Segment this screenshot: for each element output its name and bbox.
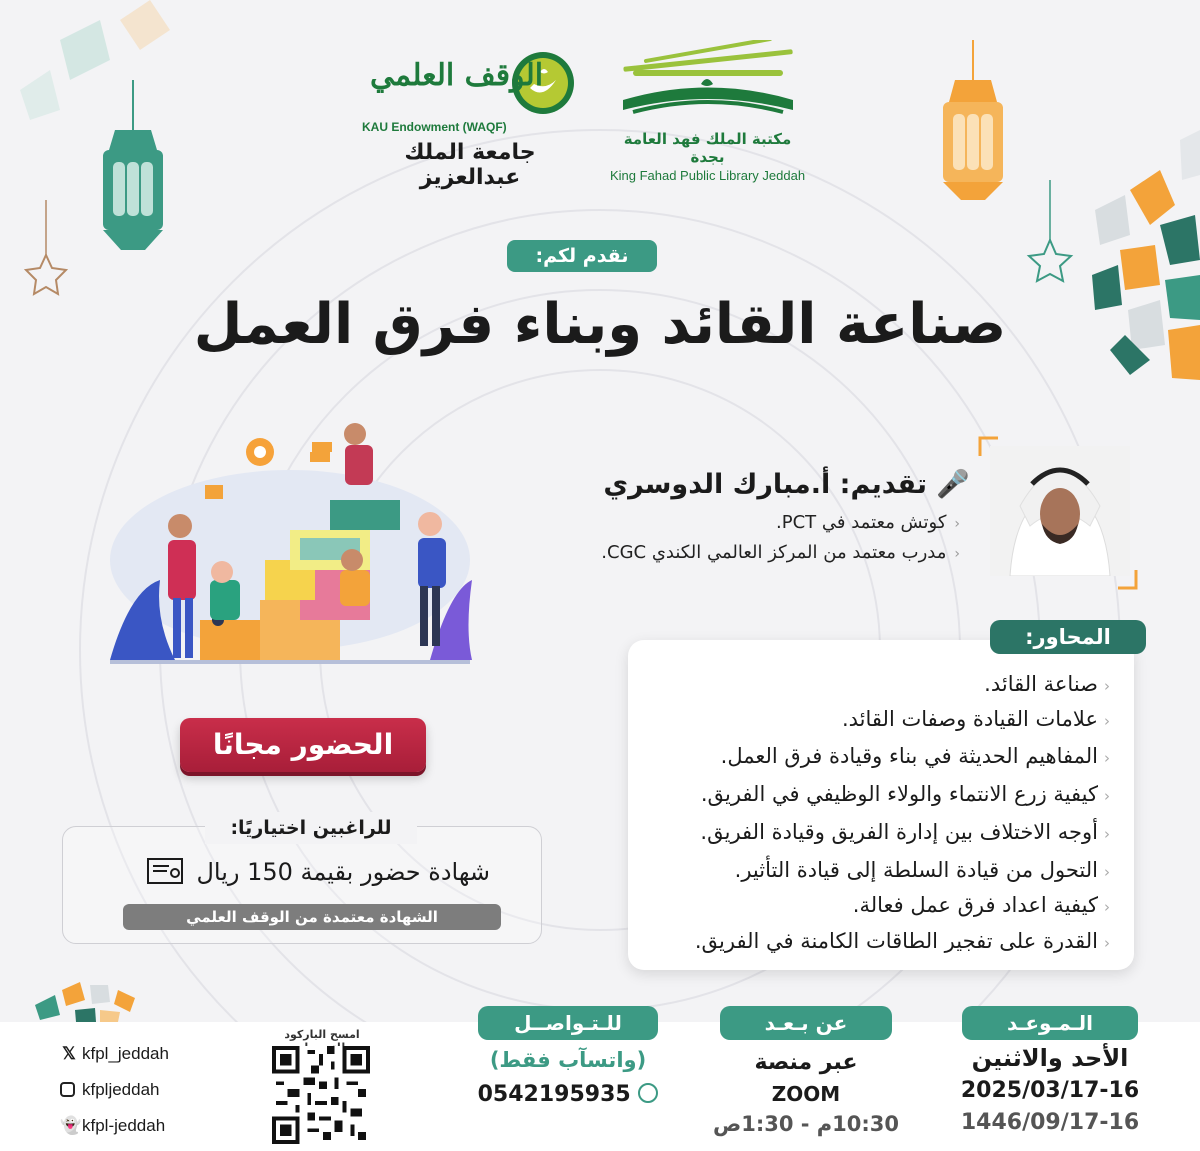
topic-text: كيفية زرع الانتماء والولاء الوظيفي في الفريق. (700, 782, 1098, 806)
whatsapp-icon (638, 1083, 658, 1103)
book-rays-icon (613, 40, 803, 122)
topic-text: علامات القيادة وصفات القائد. (841, 707, 1098, 731)
certificate-line (110, 858, 490, 886)
topic-text: أوجه الاختلاف بين إدارة الفريق وقيادة الفريق. (700, 820, 1098, 844)
chevron-icon: ‹ (1104, 863, 1110, 881)
snapchat-icon: 👻 (60, 1116, 82, 1135)
credential-text: كوتش معتمد في PCT. (776, 512, 947, 533)
social-x[interactable] (60, 1044, 169, 1064)
topic-item (630, 929, 1110, 953)
presenter-photo (990, 446, 1130, 576)
topic-item (630, 782, 1110, 806)
contact-label-pill: للـتـواصــل (478, 1006, 658, 1040)
social-snapchat[interactable] (60, 1116, 165, 1136)
kau-endowment-english: KAU Endowment (WAQF) (362, 120, 507, 134)
free-attendance-badge: الحضور مجانًا (180, 718, 426, 772)
event-title: صناعة القائد وبناء فرق العمل (193, 292, 1007, 357)
kfpl-arabic-name: مكتبة الملك فهد العامة بجدة (623, 130, 792, 166)
x-handle[interactable]: kfpl_jeddah (82, 1044, 169, 1063)
certificate-note: الشهادة معتمدة من الوقف العلمي (123, 904, 501, 930)
bottom-left-ornament (35, 982, 135, 1022)
whatsapp-only-note: (واتسآب فقط) (489, 1048, 647, 1072)
kfpl-logo (605, 40, 810, 183)
qr-label: امسح الباركود (284, 1028, 360, 1041)
teal-lantern (103, 80, 163, 250)
chevron-icon: ‹ (1104, 749, 1110, 767)
instagram-icon (60, 1082, 75, 1097)
credential-item (460, 542, 960, 563)
topic-item (630, 858, 1110, 882)
chevron-icon: ‹ (1104, 787, 1110, 805)
waqf-wordmark: الوقف العلمي (370, 58, 544, 93)
kau-endowment-logo (360, 40, 570, 190)
topic-item (630, 744, 1110, 768)
chevron-icon: ‹ (1104, 898, 1110, 916)
platform-line1: عبر منصة (754, 1050, 858, 1075)
star-right (1029, 180, 1071, 281)
kau-university-name: جامعة الملك عبدالعزيز (404, 140, 536, 190)
date-label-pill: الـمـوعـد (962, 1006, 1138, 1040)
topics-title-pill: المحاور: (990, 620, 1146, 654)
presenter-name-text: تقديم: أ.مبارك الدوسري (603, 469, 927, 500)
topic-text: صناعة القائد. (984, 672, 1098, 696)
chevron-icon: ‹ (1104, 934, 1110, 952)
hijri-date: 1446/09/17-16 (960, 1110, 1140, 1135)
certificate-icon (147, 858, 183, 884)
star-left (26, 200, 66, 294)
snapchat-handle[interactable]: kfpl-jeddah (82, 1116, 166, 1135)
certificate-text: شهادة حضور بقيمة 150 ريال (196, 858, 490, 886)
kfpl-english-name: King Fahad Public Library Jeddah (609, 168, 806, 183)
event-days: الأحد والاثنين (971, 1044, 1129, 1072)
topic-text: التحول من قيادة السلطة إلى قيادة التأثير. (734, 858, 1098, 882)
chevron-icon: ‹ (954, 516, 960, 532)
topic-text: كيفية اعداد فرق عمل فعالة. (852, 893, 1098, 917)
remote-label-pill: عن بـعـد (720, 1006, 892, 1040)
credential-item (460, 512, 960, 533)
phone-line[interactable] (470, 1082, 666, 1107)
chevron-icon: ‹ (1104, 712, 1110, 730)
event-time: 10:30م - 1:30ص (712, 1112, 900, 1136)
instagram-handle[interactable]: kfpljeddah (82, 1080, 160, 1099)
presenter-name (560, 468, 970, 500)
microphone-icon: 🎤 (936, 469, 970, 500)
topic-item (630, 672, 1110, 696)
chevron-icon: ‹ (1104, 825, 1110, 843)
topic-item (630, 820, 1110, 844)
platform-line2: ZOOM (771, 1082, 841, 1106)
chevron-icon: ‹ (1104, 677, 1110, 695)
registration-qr-code[interactable] (272, 1046, 370, 1144)
right-geometric-ornament (1092, 130, 1200, 380)
x-icon: 𝕏 (62, 1044, 76, 1063)
orange-lantern (943, 40, 1003, 200)
topic-item (630, 707, 1110, 731)
chevron-icon: ‹ (954, 546, 960, 562)
teamwork-illustration (100, 420, 480, 670)
topic-item (630, 893, 1110, 917)
phone-number[interactable]: 0542195935 (477, 1082, 631, 1107)
presents-pill: نقدم لكم: (507, 240, 657, 272)
credential-text: مدرب معتمد من المركز العالمي الكندي CGC. (601, 542, 947, 563)
social-instagram[interactable] (60, 1080, 160, 1100)
topic-text: القدرة على تفجير الطاقات الكامنة في الفريق. (694, 929, 1098, 953)
gregorian-date: 2025/03/17-16 (960, 1078, 1140, 1103)
optional-title: للراغبين اختياريًا: (205, 812, 417, 844)
topic-text: المفاهيم الحديثة في بناء وقيادة فرق العمل. (720, 744, 1098, 768)
